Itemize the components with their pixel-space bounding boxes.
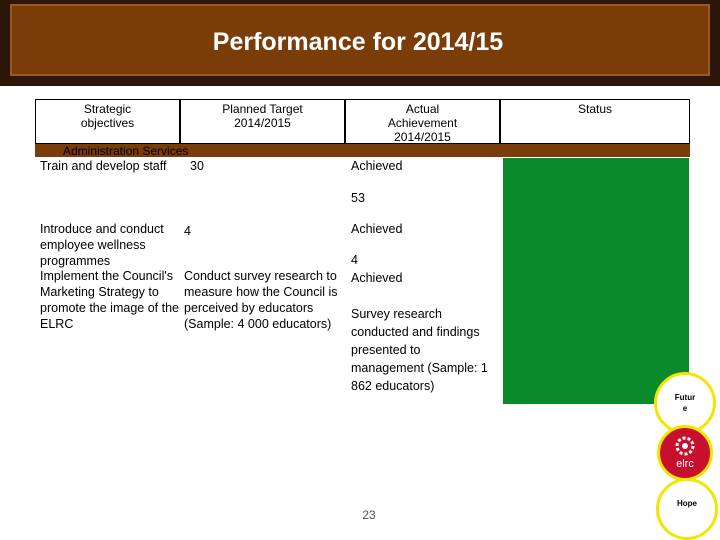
header-actual-label: Actual Achievement 2014/2015: [387, 102, 458, 144]
row3-actual-value: Survey research conducted and findings presented to management (Sample: 1 862 educators): [351, 307, 488, 393]
row1-actual-label: Achieved: [351, 159, 403, 173]
row3-actual-label: Achieved: [351, 271, 403, 285]
header-status-label: Status: [577, 102, 613, 116]
slide-title: Performance for 2014/15: [212, 28, 504, 56]
future-label: Futur e: [674, 393, 696, 413]
row1-actual-value: 53: [351, 191, 365, 205]
row2-actual-value: 4: [351, 253, 358, 267]
hope-label: Hope: [677, 498, 697, 508]
row2-objective: Introduce and conduct employee wellness programmes: [40, 222, 164, 268]
row3-planned: Conduct survey research to measure how the Council is perceived by educators (Sample: 4 000 educators): [184, 269, 338, 331]
header-objectives-label: Strategic objectives: [80, 102, 135, 130]
row2-planned: 4: [184, 224, 191, 238]
row2-actual-label: Achieved: [351, 222, 403, 236]
elrc-logo: [657, 425, 713, 481]
title-banner: [0, 0, 720, 86]
row1-status: [503, 158, 689, 222]
page-number: 23: [362, 508, 376, 522]
row3-objective: Implement the Council's Marketing Strategy to promote the image of the ELRC: [40, 269, 179, 331]
row2-status: [503, 222, 689, 268]
header-planned-label: Planned Target 2014/2015: [222, 102, 303, 130]
header-objectives: [35, 99, 180, 144]
row1-planned: 30: [190, 159, 204, 173]
header-planned: [180, 99, 345, 144]
header-actual: [345, 99, 500, 144]
header-status: [500, 99, 690, 144]
gear-icon: [660, 430, 710, 460]
section-title: Administration Services: [63, 144, 189, 158]
row1-objective: Train and develop staff: [40, 159, 167, 173]
hope-circle: [656, 478, 718, 540]
logo-text: elrc: [676, 458, 694, 470]
